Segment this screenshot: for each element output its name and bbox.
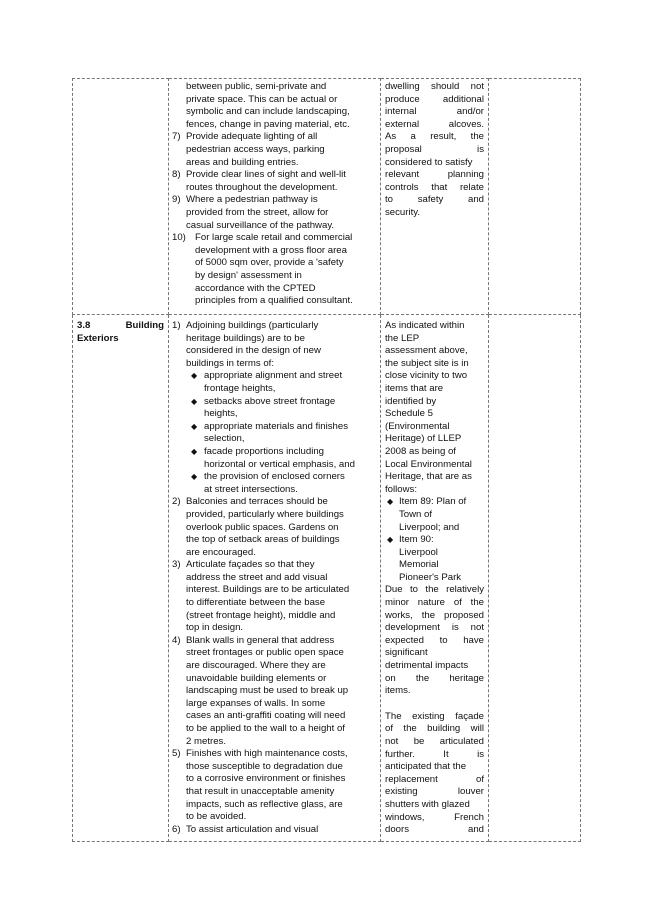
list-item <box>173 232 376 308</box>
diamond-bullet-icon: ◆ <box>387 535 394 545</box>
list-item <box>173 131 376 169</box>
text-line: To assist articulation and visual <box>186 823 319 835</box>
text-line: frontage heights, <box>204 382 276 394</box>
text-line: detrimental impacts <box>385 660 469 672</box>
diamond-bullet-icon: ◆ <box>191 396 198 406</box>
bullet-list <box>186 370 376 496</box>
text-line: Pioneer's Park <box>399 571 462 583</box>
text-line: Schedule 5 <box>385 408 434 420</box>
item-number: 4) <box>172 634 181 646</box>
text-line: unavoidable building elements or <box>186 672 327 684</box>
table-row <box>73 315 581 842</box>
text-line: Finishes with high maintenance costs, <box>186 748 348 760</box>
text-line: facade proportions including <box>204 445 325 457</box>
section-title-word: Building <box>125 320 164 331</box>
text-line: overlook public spaces. Gardens on <box>186 521 339 533</box>
text-line: proposal is <box>385 143 484 155</box>
text-line: that result in unacceptable amenity <box>186 785 335 797</box>
text-line: of the building will <box>385 723 484 735</box>
heritage-item-list <box>385 496 484 584</box>
list-item <box>173 559 376 635</box>
text-line: identified by <box>385 395 437 407</box>
text-line: Provide adequate lighting of all <box>186 131 318 143</box>
text-line: principles from a qualified consultant. <box>195 295 353 307</box>
text-line: casual surveillance of the pathway. <box>186 219 335 231</box>
text-line: security. <box>385 206 421 218</box>
list-item <box>173 748 376 824</box>
bullet-item <box>191 445 376 471</box>
assessment-table <box>72 78 581 842</box>
text-line: accordance with the CPTED <box>195 282 316 294</box>
item-number: 1) <box>172 320 181 331</box>
text-line: of 5000 sqm over, provide a 'safety <box>195 257 344 269</box>
text-line: to a corrosive environment or finishes <box>186 773 346 785</box>
text-line: landscaping must be used to break up <box>186 685 349 697</box>
text-line: impacts, such as reflective glass, are <box>186 798 343 810</box>
text-line: development with a gross floor area <box>195 244 347 256</box>
text-line: at street intersections. <box>204 483 298 495</box>
text-line: pedestrian access ways, parking <box>186 143 325 155</box>
diamond-bullet-icon: ◆ <box>191 421 198 431</box>
text-line: further. It is <box>385 748 484 760</box>
text-line: significant <box>385 647 428 659</box>
text-line: 2008 as being of <box>385 445 456 457</box>
controls-list <box>173 320 376 836</box>
text-line: Item 89: Plan of <box>399 496 467 508</box>
text-line: fences, change in paving material, etc. <box>186 118 350 130</box>
text-line: existing louver <box>385 786 484 798</box>
text-line: development is not <box>385 622 484 634</box>
text-line: Liverpool; and <box>399 521 460 533</box>
text-line: cases an anti-graffiti coating will need <box>186 710 346 722</box>
text-line: areas and building entries. <box>186 156 299 168</box>
text-line: Heritage) of LLEP <box>385 433 462 445</box>
text-line: close vicinity to two <box>385 370 468 382</box>
text-line: Where a pedestrian pathway is <box>186 194 318 206</box>
text-line: Heritage, that are as <box>385 471 472 483</box>
text-line: symbolic and can include landscaping, <box>186 106 350 118</box>
diamond-bullet-icon: ◆ <box>387 497 394 507</box>
text-line: address the street and add visual <box>186 571 328 583</box>
text-line: routes throughout the development. <box>186 181 338 193</box>
text-line: interest. Buildings are to be articulated <box>186 584 350 596</box>
text-line: relevant planning <box>385 169 484 181</box>
item-number: 10) <box>172 232 186 244</box>
text-line: dwelling should not <box>385 81 484 92</box>
text-line: windows, French <box>385 811 484 823</box>
list-item <box>173 169 376 194</box>
notes-cell <box>489 79 581 315</box>
text-line: horizontal or vertical emphasis, and <box>204 458 355 470</box>
text-line: large expanses of walls. In some <box>186 697 326 709</box>
list-item <box>173 320 376 496</box>
text-line: controls that relate <box>385 181 484 193</box>
section-title-word: Exteriors <box>77 332 119 344</box>
text-line: items. <box>385 685 411 697</box>
text-line: selection, <box>204 433 245 445</box>
text-line: appropriate alignment and street <box>204 370 343 382</box>
text-line: on the heritage <box>385 672 484 684</box>
text-line: As a result, the <box>385 131 484 143</box>
text-line: are discouraged. Where they are <box>186 660 326 672</box>
text-line: heritage buildings) are to be <box>186 332 305 344</box>
text-line: follows: <box>385 483 417 495</box>
text-line: provided, particularly where buildings <box>186 508 344 520</box>
text-line: by design' assessment in <box>195 269 302 281</box>
heading-cell <box>73 315 169 842</box>
text-line: Adjoining buildings (particularly <box>186 320 319 331</box>
text-line: anticipated that the <box>385 761 467 773</box>
text-line: private space. This can be actual or <box>186 93 338 105</box>
text-line: to safety and <box>385 194 484 206</box>
text-line: Provide clear lines of sight and well-lit <box>186 169 346 181</box>
text-line: Balconies and terraces should be <box>186 496 328 508</box>
text-line: external alcoves. <box>385 118 484 130</box>
list-item <box>173 635 376 748</box>
list-item <box>173 496 376 559</box>
section-number: 3.8 <box>77 320 91 331</box>
bullet-item <box>191 395 376 421</box>
text-line: those susceptible to degradation due <box>186 760 343 772</box>
text-line: buildings in terms of: <box>186 357 274 369</box>
text-line: As indicated within <box>385 320 465 331</box>
item-number: 9) <box>172 194 181 206</box>
diamond-bullet-icon: ◆ <box>191 371 198 381</box>
list-item <box>173 824 376 837</box>
text-line: the top of setback areas of buildings <box>186 534 340 546</box>
item-number: 8) <box>172 169 181 181</box>
text-line: internal and/or <box>385 106 484 118</box>
text-line: For large scale retail and commercial <box>195 232 353 244</box>
text-line: 2 metres. <box>186 735 226 747</box>
text-line: The existing façade <box>385 710 484 722</box>
text-line: items that are <box>385 382 444 394</box>
continuation-text <box>73 81 376 131</box>
text-line: doors and <box>385 824 484 836</box>
text-line: Town of <box>399 508 433 520</box>
text-line: works, the proposed <box>385 609 484 621</box>
text-line: setbacks above street frontage <box>204 395 336 407</box>
section-heading <box>77 320 164 333</box>
text-line: (street frontage height), middle and <box>186 609 336 621</box>
text-line: between public, semi-private and <box>186 81 327 92</box>
text-line: Memorial <box>399 559 439 571</box>
notes-cell <box>489 315 581 842</box>
bullet-item <box>387 496 484 534</box>
text-line: provided from the street, allow for <box>186 206 329 218</box>
text-line: the subject site is in <box>385 357 469 369</box>
diamond-bullet-icon: ◆ <box>191 472 198 482</box>
bullet-item <box>191 370 376 395</box>
text-line: Due to the relatively <box>385 584 484 596</box>
text-line: the LEP <box>385 332 420 344</box>
text-line: considered to satisfy <box>385 156 473 168</box>
text-line: Liverpool <box>399 546 438 558</box>
bullet-item <box>387 534 484 584</box>
comment-cell <box>381 315 489 842</box>
item-number: 5) <box>172 748 181 760</box>
text-line: not be articulated <box>385 736 484 747</box>
text-line: Blank walls in general that address <box>186 634 335 646</box>
list-item <box>173 194 376 232</box>
text-line: minor nature of the <box>385 597 484 609</box>
table-row <box>73 79 581 315</box>
item-number: 2) <box>172 496 181 508</box>
text-line: appropriate materials and finishes <box>204 420 348 432</box>
item-number: 6) <box>172 823 181 835</box>
paragraph-gap <box>385 698 484 711</box>
text-line: Articulate façades so that they <box>186 559 315 571</box>
item-number: 3) <box>172 559 181 571</box>
text-line: the provision of enclosed corners <box>204 471 345 483</box>
text-line: produce additional <box>385 93 484 105</box>
text-line: shutters with glazed <box>385 798 470 810</box>
item-number: 7) <box>172 131 181 143</box>
text-line: replacement of <box>385 773 484 785</box>
diamond-bullet-icon: ◆ <box>191 446 198 456</box>
bullet-item <box>191 420 376 446</box>
controls-list <box>173 131 376 307</box>
text-line: Item 90: <box>399 534 434 546</box>
bullet-item <box>191 471 376 496</box>
controls-cell <box>169 315 381 842</box>
text-line: Local Environmental <box>385 458 472 470</box>
text-line: to be avoided. <box>186 811 247 823</box>
text-line: considered in the design of new <box>186 345 321 357</box>
text-line: top in design. <box>186 622 244 634</box>
comment-cell <box>381 79 489 315</box>
text-line: to be applied to the wall to a height of <box>186 723 345 734</box>
text-line: to differentiate between the base <box>186 597 326 609</box>
text-line: (Environmental <box>385 420 450 432</box>
text-line: assessment above, <box>385 345 468 357</box>
controls-cell <box>169 79 381 315</box>
text-line: are encouraged. <box>186 546 256 558</box>
text-line: expected to have <box>385 634 484 646</box>
text-line: street frontages or public open space <box>186 647 344 659</box>
text-line: heights, <box>204 408 238 420</box>
